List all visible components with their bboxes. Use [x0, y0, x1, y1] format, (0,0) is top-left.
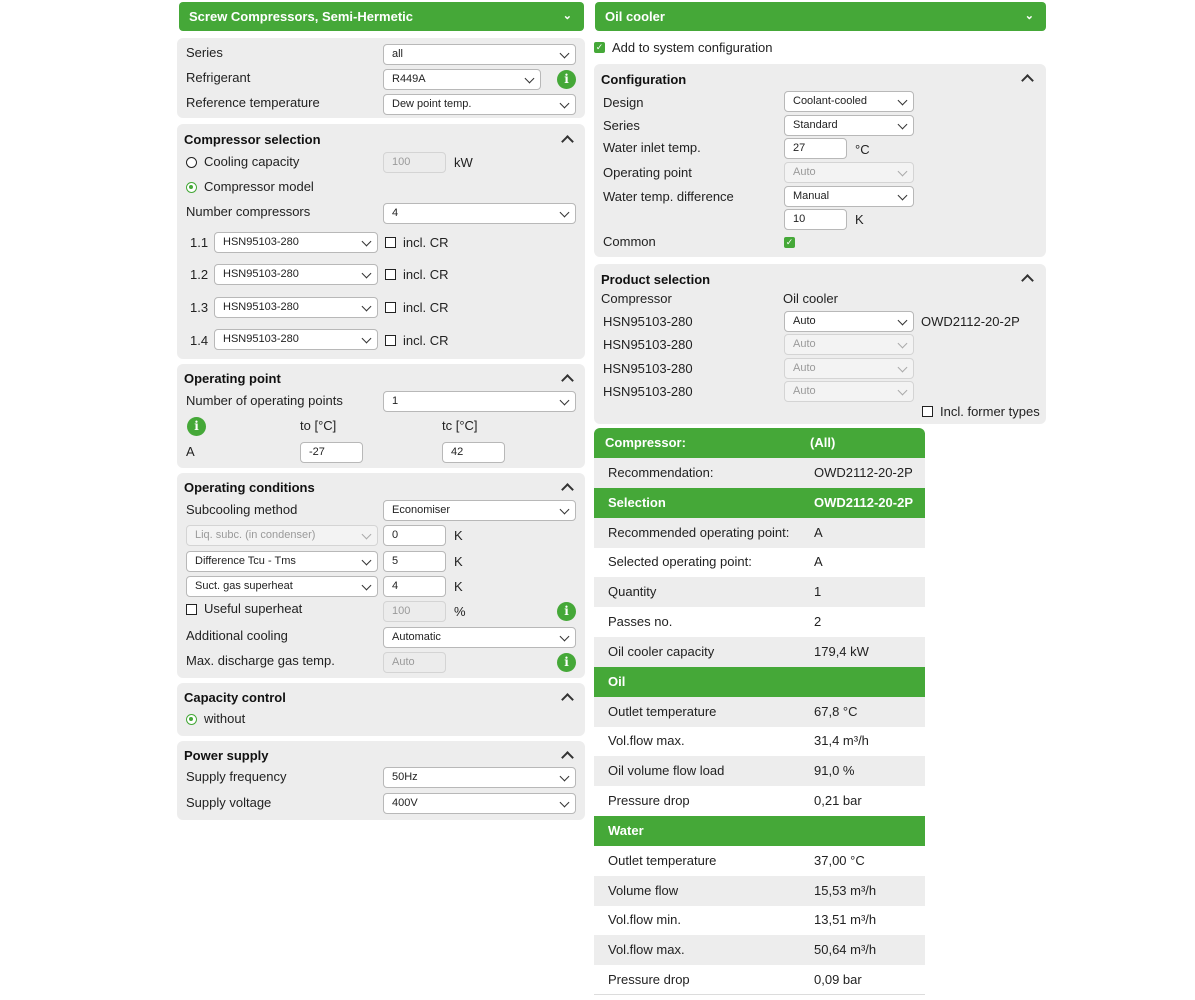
former-types-checkbox[interactable]: [922, 406, 933, 417]
max-discharge-label: Max. discharge gas temp.: [186, 653, 335, 668]
row-label: Selection: [608, 495, 666, 510]
oil-cooler-col-header: Oil cooler: [783, 291, 838, 306]
ref-temp-label: Reference temperature: [186, 95, 320, 110]
row-value: 0,21 bar: [814, 793, 862, 808]
add-system-checkbox[interactable]: ✓: [595, 42, 604, 52]
number-compressors-label: Number compressors: [186, 204, 311, 219]
power-supply-title: Power supply: [184, 748, 269, 763]
row-value: 15,53 m³/h: [814, 883, 877, 898]
oil-cooler-select[interactable]: Auto: [784, 358, 914, 379]
compressor-model-select[interactable]: HSN95103-280: [214, 264, 378, 285]
product-compressor: HSN95103-280: [603, 314, 693, 329]
refrigerant-select[interactable]: R449A: [383, 69, 541, 90]
section-label: Oil: [608, 674, 626, 689]
incl-cr-label: incl. CR: [403, 235, 449, 250]
row-label: Vol.flow max.: [608, 942, 685, 957]
row-value: A: [814, 554, 823, 569]
additional-cooling-label: Additional cooling: [186, 628, 288, 643]
oil-section-header: [594, 667, 925, 697]
configuration-title: Configuration: [601, 72, 687, 87]
liq-subc-unit: K: [454, 528, 463, 543]
design-label: Design: [603, 95, 644, 110]
series-label: Series: [186, 45, 223, 60]
without-radio[interactable]: [186, 714, 197, 725]
supply-voltage-label: Supply voltage: [186, 795, 272, 810]
incl-cr-checkbox[interactable]: [385, 302, 396, 313]
operating-point-title: Operating point: [184, 371, 281, 386]
oil-cooler-select[interactable]: Auto: [784, 334, 914, 355]
row-label: Selected operating point:: [608, 554, 752, 569]
section-label: Water: [608, 823, 644, 838]
op-point-info-icon[interactable]: i: [187, 417, 206, 436]
table-row: [594, 726, 925, 756]
row-label: Vol.flow max.: [608, 733, 685, 748]
row-value: 37,00 °C: [814, 853, 865, 868]
operating-conditions-title: Operating conditions: [184, 480, 315, 495]
compressor-index: 1.3: [190, 300, 209, 315]
compressor-model-select[interactable]: HSN95103-280: [214, 297, 378, 318]
row-value: OWD2112-20-2P: [814, 465, 913, 480]
add-system-label: Add to system configuration: [612, 40, 773, 55]
water-section-header: [594, 816, 925, 846]
incl-cr-label: incl. CR: [403, 300, 449, 315]
cooling-capacity-radio[interactable]: [186, 157, 197, 168]
table-row: [594, 935, 925, 965]
cooling-capacity-label: Cooling capacity: [204, 154, 300, 169]
table-row: [594, 756, 925, 786]
water-inlet-unit: °C: [855, 142, 870, 157]
table-row: [594, 518, 925, 548]
product-selection-title: Product selection: [601, 272, 711, 287]
row-label: Outlet temperature: [608, 853, 717, 868]
table-row: [594, 846, 925, 876]
water-diff-input[interactable]: 10: [784, 209, 847, 230]
incl-cr-label: incl. CR: [403, 333, 449, 348]
incl-cr-label: incl. CR: [403, 267, 449, 282]
compressor-model-label: Compressor model: [204, 179, 314, 194]
row-label: Volume flow: [608, 883, 679, 898]
row-value: 179,4 kW: [814, 644, 869, 659]
useful-superheat-label: Useful superheat: [204, 601, 303, 616]
row-label: Recommended operating point:: [608, 525, 790, 540]
table-row: [594, 577, 925, 607]
supply-frequency-label: Supply frequency: [186, 769, 287, 784]
table-row: [594, 637, 925, 667]
liq-subc-input[interactable]: 0: [383, 525, 446, 546]
table-row: [594, 965, 925, 995]
common-checkbox[interactable]: ✓: [785, 237, 794, 247]
chevron-down-icon: ⌄: [1024, 10, 1034, 22]
row-value: 13,51 m³/h: [814, 912, 877, 927]
incl-cr-checkbox[interactable]: [385, 269, 396, 280]
useful-superheat-unit: %: [454, 604, 466, 619]
compressor-index: 1.4: [190, 333, 209, 348]
common-label: Common: [603, 234, 656, 249]
former-types-label: Incl. former types: [940, 404, 1040, 419]
without-label: without: [204, 711, 246, 726]
useful-superheat-info-icon[interactable]: i: [557, 602, 576, 621]
diff-input[interactable]: 5: [383, 551, 446, 572]
table-row: [594, 547, 925, 577]
useful-superheat-input[interactable]: 100: [383, 601, 446, 622]
selection-row[interactable]: [594, 488, 925, 518]
compressor-model-select[interactable]: HSN95103-280: [214, 329, 378, 350]
product-compressor: HSN95103-280: [603, 337, 693, 352]
number-compressors-select[interactable]: 4: [383, 203, 576, 224]
table-row: [594, 905, 925, 935]
compressor-selection-title: Compressor selection: [184, 132, 321, 147]
suct-gas-unit: K: [454, 579, 463, 594]
row-label: Recommendation:: [608, 465, 714, 480]
results-header[interactable]: [594, 428, 925, 458]
config-series-select[interactable]: Standard: [784, 115, 914, 136]
compressor-type-title: Screw Compressors, Semi-Hermetic: [189, 9, 413, 24]
tc-input[interactable]: 42: [442, 442, 505, 463]
cooling-capacity-unit: kW: [454, 155, 473, 170]
compressor-model-select[interactable]: HSN95103-280: [214, 232, 378, 253]
diff-select[interactable]: Difference Tcu - Tms: [186, 551, 378, 572]
oil-cooler-result: OWD2112-20-2P: [921, 314, 1020, 329]
ref-temp-select[interactable]: Dew point temp.: [383, 94, 576, 115]
to-input[interactable]: -27: [300, 442, 363, 463]
compressor-type-dropdown[interactable]: [179, 2, 584, 31]
row-value: OWD2112-20-2P: [814, 495, 913, 510]
row-label: Passes no.: [608, 614, 673, 629]
table-row: [594, 876, 925, 906]
water-diff-label: Water temp. difference: [603, 189, 734, 204]
tc-column-label: tc [°C]: [442, 418, 478, 433]
max-discharge-info-icon[interactable]: i: [557, 653, 576, 672]
row-label: Oil volume flow load: [608, 763, 725, 778]
row-value: 1: [814, 584, 822, 599]
water-inlet-input[interactable]: 27: [784, 138, 847, 159]
useful-superheat-checkbox[interactable]: [186, 604, 197, 615]
row-label: Pressure drop: [608, 793, 690, 808]
compressor-col-header: Compressor: [601, 291, 672, 306]
liq-subc-select[interactable]: Liq. subc. (in condenser): [186, 525, 378, 546]
suct-gas-input[interactable]: 4: [383, 576, 446, 597]
subcooling-select[interactable]: Economiser: [383, 500, 576, 521]
row-label: Outlet temperature: [608, 704, 717, 719]
config-series-label: Series: [603, 118, 640, 133]
compressor-index: 1.1: [190, 235, 209, 250]
number-op-points-label: Number of operating points: [186, 393, 343, 408]
incl-cr-checkbox[interactable]: [385, 237, 396, 248]
water-inlet-label: Water inlet temp.: [603, 140, 701, 155]
oil-cooler-dropdown[interactable]: [595, 2, 1046, 31]
row-value: 91,0 %: [814, 763, 855, 778]
oil-cooler-select[interactable]: Auto: [784, 311, 914, 332]
water-diff-select[interactable]: Manual: [784, 186, 914, 207]
supply-frequency-select[interactable]: 50Hz: [383, 767, 576, 788]
subcooling-label: Subcooling method: [186, 502, 298, 517]
op-point-select[interactable]: Auto: [784, 162, 914, 183]
number-op-points-select[interactable]: 1: [383, 391, 576, 412]
design-select[interactable]: Coolant-cooled: [784, 91, 914, 112]
supply-voltage-select[interactable]: 400V: [383, 793, 576, 814]
compressor-index: 1.2: [190, 267, 209, 282]
results-header-label: Compressor:: [605, 435, 686, 450]
product-compressor: HSN95103-280: [603, 384, 693, 399]
results-header-value: (All): [810, 435, 836, 450]
water-diff-unit: K: [855, 212, 864, 227]
refrigerant-info-icon[interactable]: i: [557, 70, 576, 89]
max-discharge-input[interactable]: Auto: [383, 652, 446, 673]
capacity-control-title: Capacity control: [184, 690, 286, 705]
table-row: [594, 607, 925, 637]
oil-cooler-title: Oil cooler: [605, 9, 665, 24]
row-value: 50,64 m³/h: [814, 942, 877, 957]
row-label: Vol.flow min.: [608, 912, 681, 927]
compressor-model-radio[interactable]: [186, 182, 197, 193]
suct-gas-select[interactable]: Suct. gas superheat: [186, 576, 378, 597]
refrigerant-label: Refrigerant: [186, 70, 251, 85]
row-label: Pressure drop: [608, 972, 690, 987]
row-value: 0,09 bar: [814, 972, 862, 987]
table-row: [594, 458, 925, 488]
cooling-capacity-input[interactable]: 100: [383, 152, 446, 173]
row-label: Oil cooler capacity: [608, 644, 715, 659]
series-select[interactable]: all: [383, 44, 576, 65]
oil-cooler-select[interactable]: Auto: [784, 381, 914, 402]
row-value: 67,8 °C: [814, 704, 858, 719]
row-value: 2: [814, 614, 822, 629]
chevron-down-icon: ⌄: [562, 10, 572, 22]
to-column-label: to [°C]: [300, 418, 337, 433]
row-label: Quantity: [608, 584, 657, 599]
additional-cooling-select[interactable]: Automatic: [383, 627, 576, 648]
diff-unit: K: [454, 554, 463, 569]
table-row: [594, 697, 925, 727]
product-compressor: HSN95103-280: [603, 361, 693, 376]
row-value: 31,4 m³/h: [814, 733, 869, 748]
op-point-row-label: A: [186, 444, 195, 459]
incl-cr-checkbox[interactable]: [385, 335, 396, 346]
op-point-label: Operating point: [603, 165, 692, 180]
row-value: A: [814, 525, 823, 540]
table-row: [594, 786, 925, 816]
